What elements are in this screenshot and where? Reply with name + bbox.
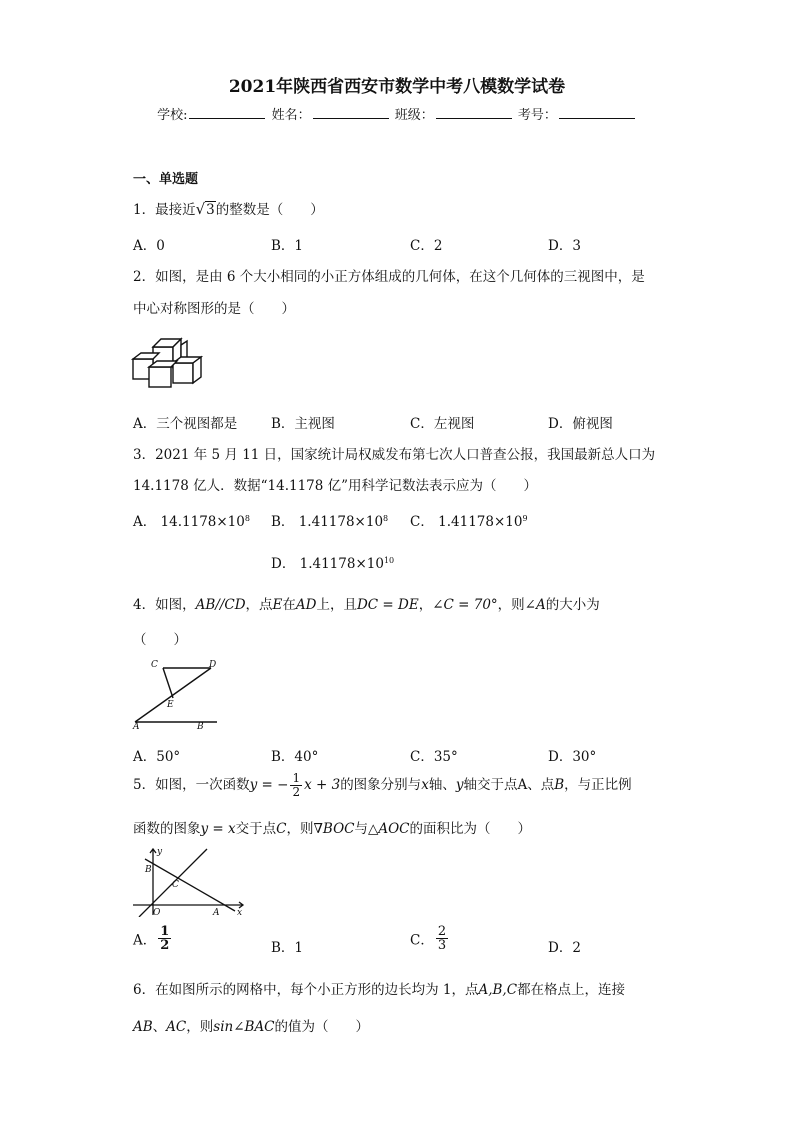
q6-t1: ，则: [186, 1019, 214, 1035]
q6-stem-line2: [133, 1015, 369, 1035]
q5-y: y = −: [249, 777, 289, 793]
q3-d-label: D．: [271, 556, 296, 572]
q5-t2: 轴、: [428, 777, 456, 793]
q2-option-a[interactable]: A．三个视图都是: [133, 416, 238, 432]
class-blank[interactable]: [436, 106, 512, 119]
q5-pa: A: [517, 777, 528, 793]
q2-cube-figure: [131, 333, 203, 393]
q4-cd: CD: [224, 597, 246, 613]
q4-stem-line2: （ ）: [133, 632, 187, 648]
q5-option-a[interactable]: [133, 925, 173, 952]
q5-t3: 轴交于点: [463, 777, 518, 793]
name-label: 姓名：: [271, 108, 311, 123]
q3-c-base: 1.41178×10: [438, 514, 523, 530]
q5-option-c[interactable]: [410, 925, 450, 952]
q4-t2: 在: [282, 597, 296, 613]
q2-option-c[interactable]: C．左视图: [410, 416, 475, 432]
q2-option-b[interactable]: B．主视图: [271, 416, 335, 432]
q3-option-b[interactable]: [271, 510, 388, 530]
label-y: y: [157, 847, 163, 857]
sqrt-symbol: √: [195, 200, 206, 218]
q3-c-label: C．: [410, 514, 434, 530]
q4-parallel: //: [215, 597, 225, 613]
q4-t6: 的大小为: [545, 597, 600, 613]
q3-a-label: A．: [133, 514, 157, 530]
q6-sep: 、: [152, 1019, 167, 1035]
q1-option-c[interactable]: C．2: [410, 238, 443, 254]
q6-stem-line1: [133, 978, 625, 998]
q4-ab: AB: [195, 597, 216, 613]
q2-stem-line2: 中心对称图形的是（ ）: [133, 301, 295, 317]
q1-stem: [133, 198, 324, 218]
exam-no-blank[interactable]: [559, 106, 635, 119]
q4-option-a[interactable]: A．50°: [133, 749, 181, 765]
school-blank[interactable]: [189, 106, 265, 119]
line-da: [135, 668, 211, 722]
q4-ad: AD: [295, 597, 317, 613]
label-b: B: [145, 865, 152, 875]
q4-t4: ，: [418, 597, 433, 613]
label-x: x: [237, 908, 243, 917]
q5-t5: ，与正比例: [564, 777, 632, 793]
q4-e: E: [272, 597, 283, 613]
label-o: O: [153, 908, 161, 917]
label-b: B: [197, 722, 204, 730]
class-label: 班级：: [394, 108, 434, 123]
q6-sin: sin∠BAC: [213, 1019, 275, 1035]
label-a: A: [213, 908, 220, 917]
q2-stem-line1: 2．如图，是由 6 个大小相同的小正方体组成的几何体，在这个几何体的三视图中，是: [133, 269, 645, 285]
q5-l2-aoc: △AOC: [367, 821, 410, 837]
q4-t5: ，则∠: [497, 597, 536, 613]
q6-t2: 的值为（ ）: [274, 1019, 370, 1035]
q5-c-num: 2: [437, 924, 447, 939]
exam-no-label: 考号：: [517, 108, 557, 123]
q5-a-label: A．: [133, 932, 157, 949]
q5-option-b[interactable]: B．1: [271, 940, 304, 956]
q4-a: A: [535, 597, 546, 613]
q6-ab: AB: [133, 1019, 153, 1035]
q5-stem-line2: [133, 817, 531, 837]
q5-c-fraction: [436, 925, 448, 952]
q4-t3: 上，且: [316, 597, 357, 613]
q5-stem-line1: [133, 772, 632, 799]
q4-option-b[interactable]: B．40°: [271, 749, 319, 765]
q3-b-base: 1.41178×10: [298, 514, 384, 530]
label-c: C: [172, 880, 179, 890]
school-label: 学校:: [157, 108, 188, 123]
q5-l2-eq: y = x: [200, 821, 236, 837]
q6-ac: AC: [166, 1019, 187, 1035]
q4-angle: ∠C = 70°: [432, 597, 498, 613]
label-d: D: [209, 660, 217, 670]
q4-pre: 4．如图，: [133, 597, 196, 613]
q5-graph-figure: [131, 845, 247, 921]
q1-option-d[interactable]: D．3: [548, 238, 581, 254]
q5-frac-num: 1: [292, 771, 301, 785]
q5-fraction: [290, 772, 302, 799]
q5-a-fraction: [158, 925, 171, 952]
exam-title: 2021年陕西省西安市数学中考八模数学试卷: [228, 77, 566, 97]
q4-option-c[interactable]: C．35°: [410, 749, 458, 765]
q5-pb: B: [554, 777, 565, 793]
q5-tail: x + 3: [304, 777, 341, 793]
q3-stem-line2: 14.1178 亿人．数据“14.1178 亿”用科学记数法表示应为（ ）: [133, 478, 538, 494]
q5-option-d[interactable]: D．2: [548, 940, 581, 956]
label-a: A: [133, 722, 140, 730]
q1-option-b[interactable]: B．1: [271, 238, 304, 254]
q5-c-label: C．: [410, 932, 434, 949]
section-title: 一、单选题: [133, 172, 199, 187]
q5-x-axis: x: [421, 777, 429, 793]
q4-stem-line1: [133, 593, 600, 613]
q6-points: A,B,C: [478, 982, 518, 998]
q1-option-a[interactable]: A．0: [133, 238, 165, 254]
q3-option-d[interactable]: [271, 552, 394, 572]
q1-stem-pre: 1．最接近: [133, 202, 196, 218]
q6-line1-post: 都在格点上，连接: [517, 982, 626, 998]
q6-line1-pre: 6．在如图所示的网格中，每个小正方形的边长均为 1，点: [133, 982, 479, 998]
q5-l2-t2: ，则: [286, 821, 314, 837]
q1-sqrt-value: 3: [206, 202, 215, 218]
label-c: C: [151, 660, 158, 670]
q1-stem-post: 的整数是（ ）: [215, 202, 324, 218]
q5-l2-t1: 交于点: [235, 821, 277, 837]
q4-geometry-figure: [131, 656, 223, 734]
name-blank[interactable]: [313, 106, 389, 119]
q5-l2-boc: ∇BOC: [313, 821, 355, 837]
label-e: E: [167, 700, 174, 710]
q5-pre: 5．如图，一次函数: [133, 777, 250, 793]
q5-a-den: 2: [160, 938, 170, 953]
q5-l2-t3: 与: [354, 821, 368, 837]
q3-b-label: B．: [271, 514, 295, 530]
q5-t1: 的图象分别与: [340, 777, 422, 793]
q4-eq: DC = DE: [356, 597, 419, 613]
q2-option-d[interactable]: D．俯视图: [548, 416, 613, 432]
q5-t4: 、点: [527, 777, 555, 793]
q3-d-exp: 10: [383, 556, 395, 565]
q5-l2-pre: 函数的图象: [133, 821, 201, 837]
student-info-line: [0, 104, 794, 123]
q3-stem-line1: 3．2021 年 5 月 11 日，国家统计局权威发布第七次人口普查公报，我国最新总人口为: [133, 447, 656, 463]
q5-frac-den: 2: [292, 785, 301, 799]
q5-y-axis: y: [455, 777, 464, 793]
q3-option-c[interactable]: [410, 510, 528, 530]
q3-b-exp: 8: [383, 514, 389, 523]
q5-a-num: 1: [160, 924, 170, 939]
q4-option-d[interactable]: D．30°: [548, 749, 597, 765]
q3-c-exp: 9: [522, 514, 528, 523]
line-ce: [163, 668, 173, 698]
q5-c-den: 3: [437, 938, 447, 953]
q3-a-base: 14.1178×10: [160, 514, 245, 530]
q3-option-a[interactable]: [133, 510, 250, 530]
q4-t1: ，点: [245, 597, 273, 613]
q3-a-exp: 8: [244, 514, 250, 523]
q5-l2-c: C: [276, 821, 287, 837]
q3-d-base: 1.41178×10: [299, 556, 384, 572]
q5-l2-t4: 的面积比为（ ）: [409, 821, 532, 837]
